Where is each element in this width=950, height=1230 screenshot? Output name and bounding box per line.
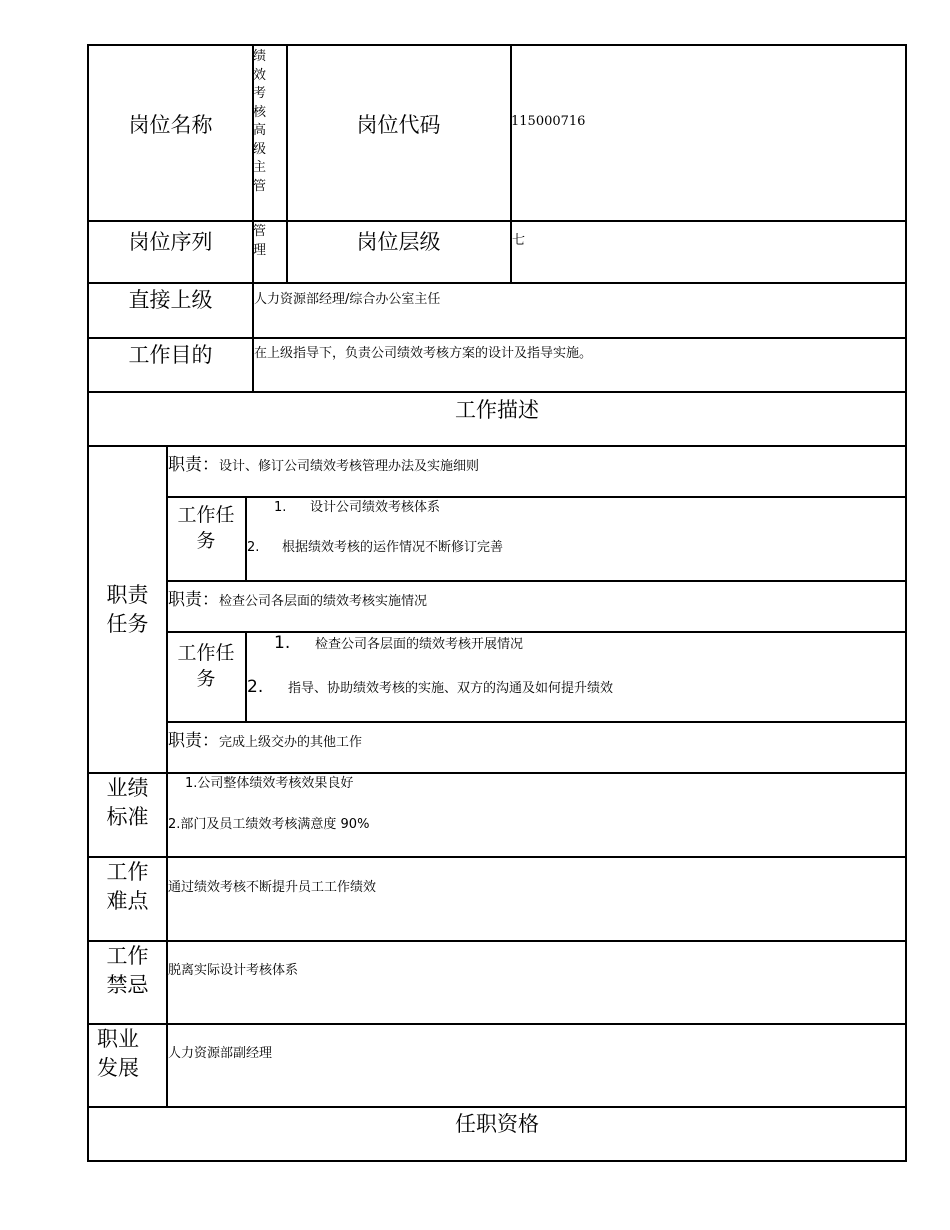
table-border-right xyxy=(905,44,907,1162)
task-2-1 xyxy=(274,633,523,653)
post-series-value: 管理 xyxy=(253,224,267,258)
duty-prefix: 职责： xyxy=(168,731,219,751)
qualification-title: 任职资格 xyxy=(455,1112,539,1136)
task-label-text: 工作任务 xyxy=(177,504,235,552)
row-divider xyxy=(166,580,907,582)
post-series-label: 岗位序列 xyxy=(128,230,213,254)
taboo-value: 脱离实际设计考核体系 xyxy=(168,963,299,978)
duty-1-text: 设计、修订公司绩效考核管理办法及实施细则 xyxy=(219,459,480,474)
row-divider xyxy=(87,940,907,942)
taboo-label xyxy=(89,942,166,1000)
task-num: 1. xyxy=(274,500,287,515)
duty-2 xyxy=(168,585,427,610)
task-1-1 xyxy=(274,499,440,516)
performance-item-2: 2.部门及员工绩效考核满意度 90% xyxy=(168,817,370,832)
career-label xyxy=(89,1025,147,1083)
duty-3 xyxy=(168,726,362,751)
task-text: 根据绩效考核的运作情况不断修订完善 xyxy=(282,540,504,555)
task-text: 设计公司绩效考核体系 xyxy=(310,500,441,515)
taboo-label-text: 工作禁忌 xyxy=(106,944,149,997)
difficulty-value: 通过绩效考核不断提升员工工作绩效 xyxy=(168,880,377,895)
duty-2-text: 检查公司各层面的绩效考核实施情况 xyxy=(219,594,428,609)
duty-prefix: 职责： xyxy=(168,455,219,475)
post-name-value: 绩效考核高级主管 xyxy=(253,49,267,194)
task-label-text: 工作任务 xyxy=(177,642,235,690)
task-text: 检查公司各层面的绩效考核开展情况 xyxy=(315,637,524,652)
difficulty-label xyxy=(89,858,166,916)
superior-label: 直接上级 xyxy=(128,288,213,312)
duties-label xyxy=(89,447,166,772)
post-name-label: 岗位名称 xyxy=(128,112,213,137)
purpose-label: 工作目的 xyxy=(128,343,213,367)
task-1-2 xyxy=(247,539,503,556)
performance-label-text: 业绩标准 xyxy=(106,776,149,829)
duties-label-text: 职责任务 xyxy=(106,582,149,636)
row-divider xyxy=(87,1023,907,1025)
row-divider xyxy=(87,856,907,858)
table-border-bottom xyxy=(87,1160,907,1162)
task-2-2 xyxy=(247,677,613,697)
task-label-1 xyxy=(167,498,245,558)
task-num: 1. xyxy=(274,633,291,653)
career-label-text: 职业发展 xyxy=(97,1027,139,1080)
task-label-2 xyxy=(167,633,245,699)
post-level-value: 七 xyxy=(512,233,526,248)
duty-1 xyxy=(168,450,479,475)
col-divider xyxy=(245,631,247,721)
post-level-label: 岗位层级 xyxy=(356,230,441,254)
col-divider xyxy=(245,496,247,580)
superior-value: 人力资源部经理/综合办公室主任 xyxy=(254,292,441,307)
post-code-value: 115000716 xyxy=(511,114,586,129)
performance-item-1: 1.公司整体绩效考核效果良好 xyxy=(185,776,354,791)
task-num: 2. xyxy=(247,677,264,697)
work-description-title: 工作描述 xyxy=(455,398,539,422)
duty-prefix: 职责： xyxy=(168,590,219,610)
task-text: 指导、协助绩效考核的实施、双方的沟通及如何提升绩效 xyxy=(288,681,614,696)
purpose-value: 在上级指导下，负责公司绩效考核方案的设计及指导实施。 xyxy=(254,346,593,361)
task-num: 2. xyxy=(247,540,260,555)
row-divider xyxy=(87,772,907,774)
performance-label xyxy=(89,774,166,832)
post-code-label: 岗位代码 xyxy=(356,112,441,137)
difficulty-label-text: 工作难点 xyxy=(106,860,149,913)
row-divider xyxy=(166,496,907,498)
row-divider xyxy=(166,721,907,723)
career-value: 人力资源部副经理 xyxy=(168,1046,273,1061)
duty-3-text: 完成上级交办的其他工作 xyxy=(219,735,363,750)
row-divider xyxy=(87,445,907,447)
